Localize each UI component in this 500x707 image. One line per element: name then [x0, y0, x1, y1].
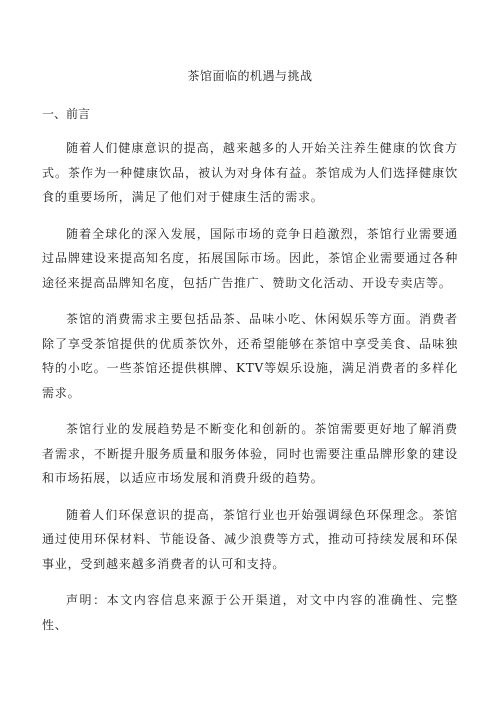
paragraph-1: 随着人们健康意识的提高，越来越多的人开始关注养生健康的饮食方式。茶作为一种健康饮品，被认为对身体有益。茶馆成为人们选择健康饮食的重要场所，满足了他们对于健康生活的需求。	[42, 141, 458, 204]
paragraph-4: 茶馆行业的发展趋势是不断变化和创新的。茶馆需要更好地了解消费者需求，不断提升服务质量和服务体验，同时也需要注重品牌形象的建设和市场拓展，以适应市场发展和消费升级的趋势。	[42, 422, 458, 485]
section-heading: 一、前言	[42, 107, 91, 121]
document-title: 茶馆面临的机遇与挑战	[187, 69, 313, 83]
paragraph-2: 随着全球化的深入发展，国际市场的竞争日趋激烈，茶馆行业需要通过品牌建设来提高知名度，拓展国际市场。因此，茶馆企业需要通过各种途径来提高品牌知名度，包括广告推广、赞助文化活动、开设专卖店等。	[42, 226, 458, 290]
paragraph-5: 随着人们环保意识的提高，茶馆行业也开始强调绿色环保理念。茶馆通过使用环保材料、节能设备、减少浪费等方式，推动可持续发展和环保事业，受到越来越多消费者的认可和支持。	[42, 507, 458, 571]
disclaimer-text: 声明：本文内容信息来源于公开渠道，对文中内容的准确性、完整性、	[42, 593, 458, 632]
paragraph-3: 茶馆的消费需求主要包括品茶、品味小吃、休闲娱乐等方面。消费者除了享受茶馆提供的优质茶饮外，还希望能够在茶馆中享受美食、品味独特的小吃。一些茶馆还提供棋牌、KTV等娱乐设施，满足消费者的多样化需求。	[42, 312, 458, 400]
